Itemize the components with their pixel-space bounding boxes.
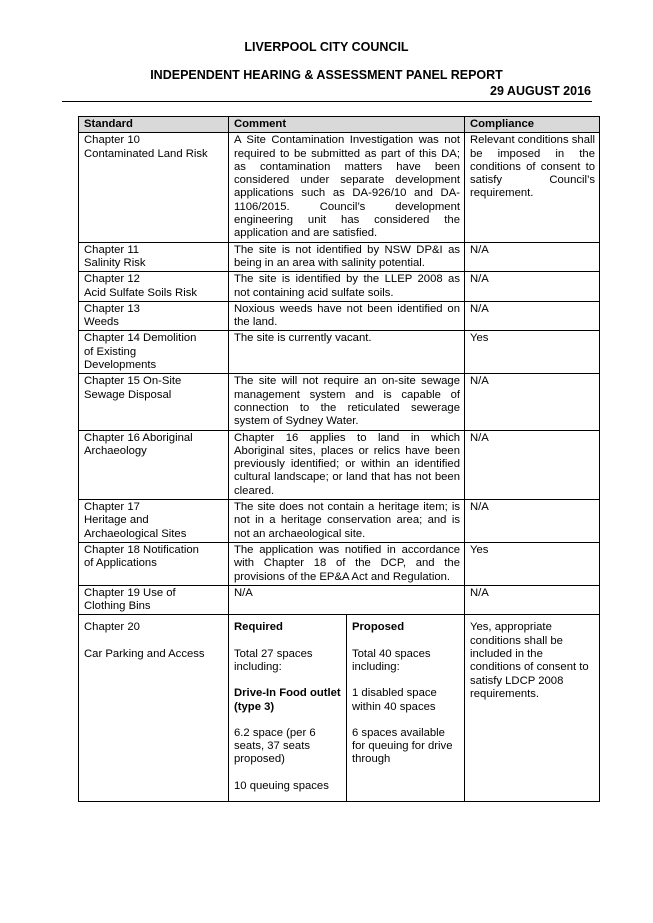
comment-cell: Chapter 16 applies to land in which Aboriginal sites, places or relics have been previously identified; or within an identified cultural landscape; or land that has not been cleared. <box>229 430 465 499</box>
compliance-cell: N/A <box>465 374 600 430</box>
compliance-cell: N/A <box>465 242 600 272</box>
proposed-item: Total 40 spaces including: <box>352 647 431 673</box>
table-row <box>79 585 600 615</box>
standard-cell: Chapter 17 Heritage and Archaeological Sites <box>79 500 229 543</box>
comment-cell: The site is not identified by NSW DP&I as being in an area with salinity potential. <box>229 242 465 272</box>
table-row <box>79 242 600 272</box>
compliance-cell: N/A <box>465 585 600 615</box>
table-header-row <box>79 117 600 133</box>
proposed-item: 6 spaces available for queuing for drive through <box>352 726 453 766</box>
comment-cell: Noxious weeds have not been identified on the land. <box>229 301 465 331</box>
table-row-parking <box>79 615 600 802</box>
required-item: 10 queuing spaces <box>234 779 329 792</box>
proposed-heading: Proposed <box>352 621 405 634</box>
required-item: Total 27 spaces including: <box>234 647 313 673</box>
standard-cell: Chapter 14 Demolition of Existing Developments <box>79 331 229 374</box>
council-name: LIVERPOOL CITY COUNCIL <box>244 40 409 54</box>
compliance-cell: N/A <box>465 430 600 499</box>
compliance-cell: Yes, appropriate conditions shall be included in the conditions of consent to satisfy LDCP 2008 requirements. <box>465 615 600 802</box>
compliance-cell: Yes <box>465 542 600 585</box>
standard-cell: Chapter 20 Car Parking and Access <box>79 615 229 802</box>
comment-cell: The site is currently vacant. <box>229 331 465 374</box>
header-comment: Comment <box>229 117 465 133</box>
standard-cell: Chapter 19 Use of Clothing Bins <box>79 585 229 615</box>
compliance-cell: N/A <box>465 272 600 302</box>
table-row <box>79 500 600 543</box>
compliance-cell: Yes <box>465 331 600 374</box>
required-heading: Required <box>234 621 283 634</box>
table-row <box>79 430 600 499</box>
table-row <box>79 133 600 242</box>
assessment-table <box>78 116 600 802</box>
table-row <box>79 542 600 585</box>
table-row <box>79 272 600 302</box>
standard-cell: Chapter 18 Notification of Applications <box>79 542 229 585</box>
header-rule <box>62 101 592 102</box>
required-item: 6.2 space (per 6 seats, 37 seats proposed) <box>234 726 316 766</box>
comment-cell: The site does not contain a heritage item; is not in a heritage conservation area; and is not an archaeological site. <box>229 500 465 543</box>
standard-cell: Chapter 12 Acid Sulfate Soils Risk <box>79 272 229 302</box>
standard-cell: Chapter 11 Salinity Risk <box>79 242 229 272</box>
standard-cell: Chapter 15 On-Site Sewage Disposal <box>79 374 229 430</box>
required-cell <box>229 615 347 802</box>
compliance-cell: N/A <box>465 500 600 543</box>
comment-cell: The site is identified by the LLEP 2008 as not containing acid sulfate soils. <box>229 272 465 302</box>
proposed-item: 1 disabled space within 40 spaces <box>352 687 437 713</box>
report-date: 29 AUGUST 2016 <box>490 84 591 98</box>
comment-cell: The application was notified in accordance with Chapter 18 of the DCP, and the provisions of the EP&A Act and Regulation. <box>229 542 465 585</box>
table-row <box>79 301 600 331</box>
header-compliance: Compliance <box>465 117 600 133</box>
standard-cell: Chapter 16 Aboriginal Archaeology <box>79 430 229 499</box>
header-standard: Standard <box>79 117 229 133</box>
proposed-cell <box>347 615 465 802</box>
standard-cell: Chapter 13 Weeds <box>79 301 229 331</box>
comment-cell: The site will not require an on-site sewage management system and is capable of connection to the reticulated sewerage system of Sydney Water. <box>229 374 465 430</box>
table-row <box>79 374 600 430</box>
table-row <box>79 331 600 374</box>
standard-cell: Chapter 10 Contaminated Land Risk <box>79 133 229 242</box>
compliance-cell: N/A <box>465 301 600 331</box>
required-item: Drive-In Food outlet (type 3) <box>234 687 341 713</box>
compliance-cell: Relevant conditions shall be imposed in the conditions of consent to satisfy Council’s requirement. <box>465 133 600 242</box>
comment-cell: A Site Contamination Investigation was not required to be submitted as part of this DA; as contamination matters have been considered under separate development applications such as DA-926/10 and DA-1106/2015. Council’s development engineering unit has considered the application and are satisfied. <box>229 133 465 242</box>
report-title: INDEPENDENT HEARING & ASSESSMENT PANEL REPORT <box>150 68 503 82</box>
comment-cell: N/A <box>229 585 465 615</box>
